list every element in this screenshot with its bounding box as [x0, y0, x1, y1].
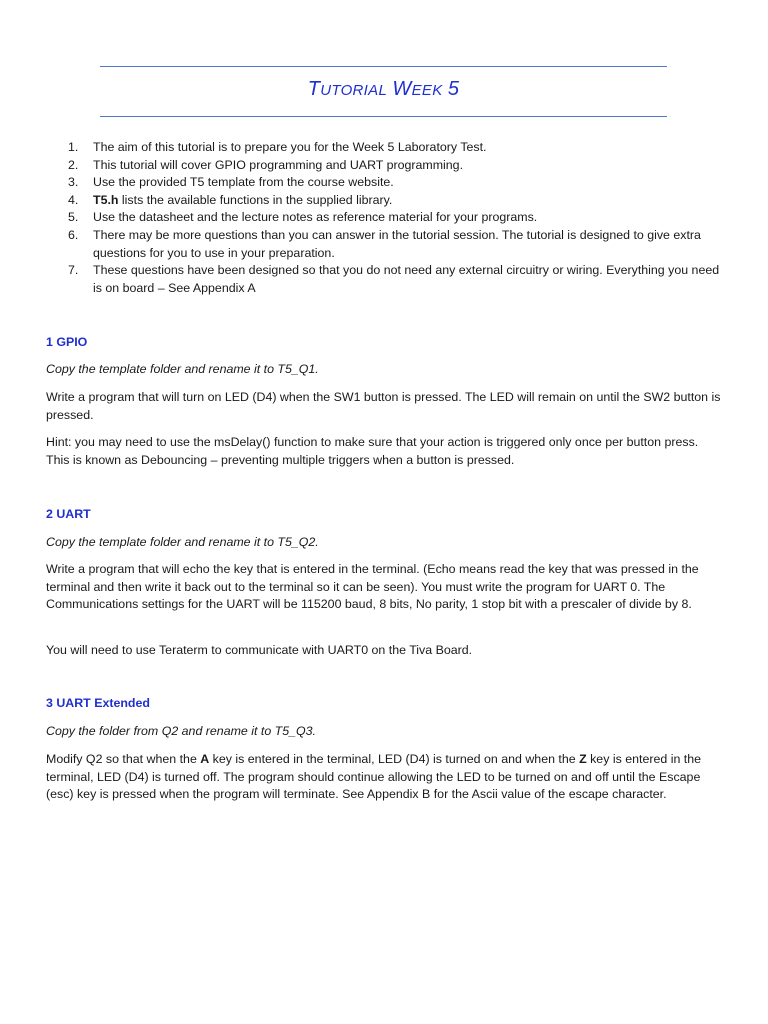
page-title: TUTORIAL WEEK 5	[307, 78, 460, 100]
list-item: 6. There may be more questions than you can answer in the tutorial session. The tutorial is designed to give extra questions for you to use in your preparation.	[68, 227, 701, 260]
list-item: 5. Use the datasheet and the lecture notes as reference material for your programs.	[68, 210, 538, 225]
section-heading-uart: 2 UART	[46, 507, 91, 521]
uart-extended-paragraph-1: Modify Q2 so that when the A key is entered in the terminal, LED (D4) is turned on and when the Z key is entered in the terminal, LED (D4) is turned off. The program should continue allowing the LED to be turned on and off until the Escape (esc) key is pressed when the program will terminate. See Appendix B for the Ascii value of the escape character.	[46, 752, 702, 802]
uart-paragraph-2: You will need to use Teraterm to communicate with UART0 on the Tiva Board.	[46, 643, 473, 657]
list-item: 7. These questions have been designed so that you do not need any external circuitry or wiring. Everything you need is on board – See Appendix A	[68, 263, 720, 295]
section-heading-gpio: 1 GPIO	[46, 335, 88, 349]
uart-extended-instruction: Copy the folder from Q2 and rename it to T5_Q3.	[46, 724, 316, 738]
list-item: 4. T5.h lists the available functions in the supplied library.	[68, 192, 393, 207]
section-heading-uart-extended: 3 UART Extended	[46, 696, 150, 710]
title-bottom-rule	[100, 116, 667, 117]
gpio-paragraph-1: Write a program that will turn on LED (D4) when the SW1 button is pressed. The LED will remain on until the SW2 button is pressed.	[46, 390, 721, 422]
gpio-paragraph-2: Hint: you may need to use the msDelay() function to make sure that your action is triggered only once per button press. This is known as Debouncing – preventing multiple triggers when a button is pressed.	[46, 435, 699, 467]
list-item: 1. The aim of this tutorial is to prepare you for the Week 5 Laboratory Test.	[68, 140, 487, 154]
uart-instruction: Copy the template folder and rename it to T5_Q2.	[46, 535, 319, 549]
title-top-rule	[100, 66, 667, 67]
gpio-instruction: Copy the template folder and rename it to T5_Q1.	[46, 362, 319, 376]
intro-list	[46, 139, 726, 297]
list-item: 2. This tutorial will cover GPIO programming and UART programming.	[68, 157, 464, 172]
uart-paragraph-1: Write a program that will echo the key that is entered in the terminal. (Echo means read the key that was pressed in the terminal and then write it back out to the terminal so it can be seen). You must write the program for UART 0. The Communications settings for the UART will be 115200 baud, 8 bits, No parity, 1 stop bit with a prescaler of divide by 8.	[46, 562, 699, 612]
list-item: 3. Use the provided T5 template from the course website.	[68, 175, 394, 190]
